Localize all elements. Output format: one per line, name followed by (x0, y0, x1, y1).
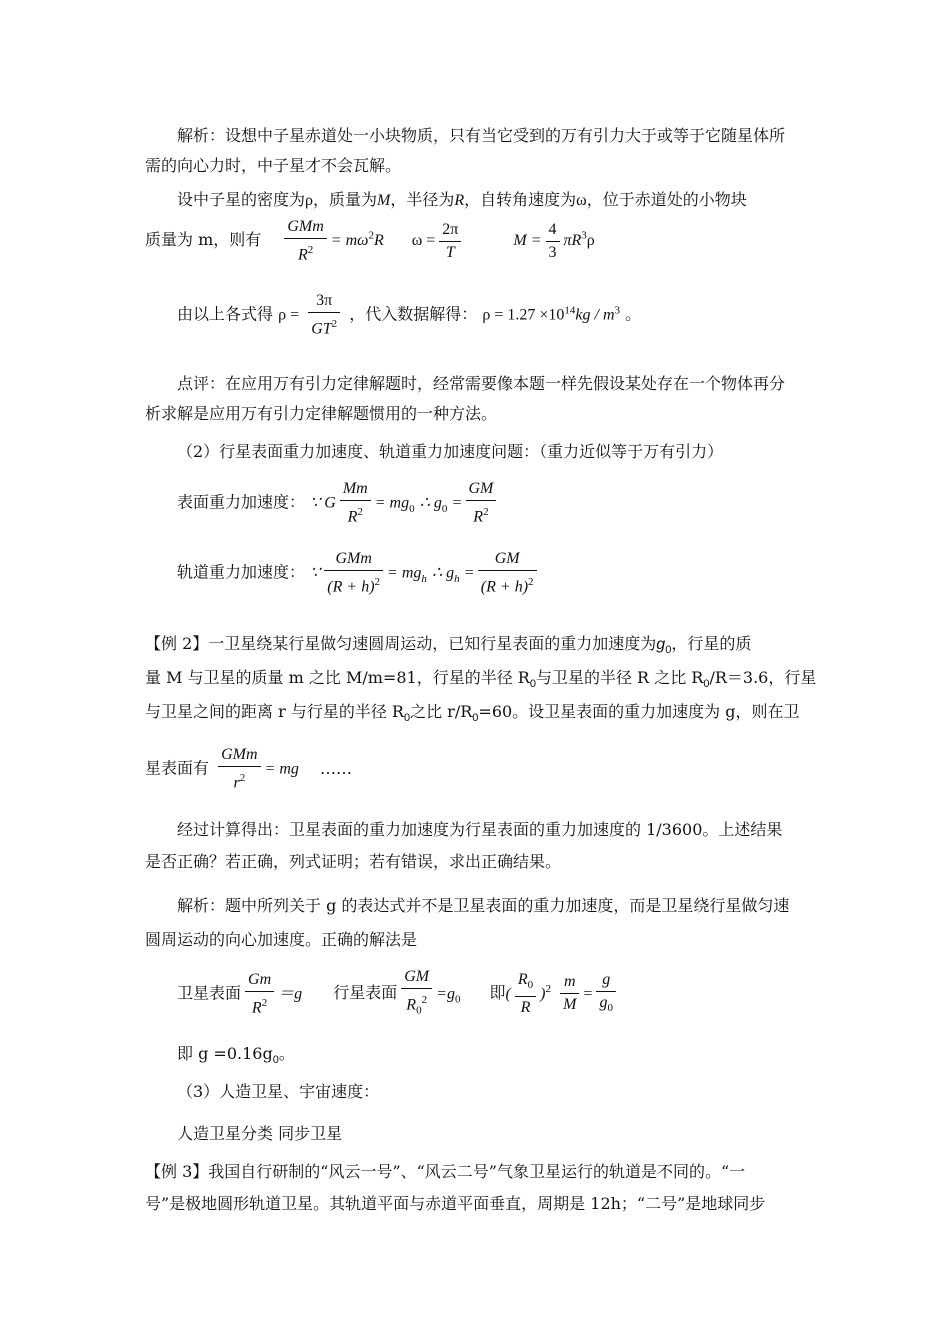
paragraph-comment: 点评：在应用万有引力定律解题时，经常需要像本题一样先假设某处存在一个物体再分 (177, 374, 786, 393)
paragraph-analysis-2-cont: 圆周运动的向心加速度。正确的解法是 (145, 930, 418, 949)
paragraph-analysis-1: 解析：设想中子星赤道处一小块物质，只有当它受到的万有引力大于或等于它随星体所 (177, 126, 786, 145)
paragraph-analysis-1-cont: 需的向心力时，中子星才不会瓦解。 (145, 156, 402, 175)
equation-density-result: 由以上各式得 ρ = $\frac{3\pi}{GT^2}$ ，代入数据解得： $\rho = 1.27 \times 10^{14}kg / m^3$ 。 (177, 292, 642, 338)
paragraph-claim: 经过计算得出：卫星表面的重力加速度为行星表面的重力加速度的 1/3600。上述结果 (177, 820, 783, 839)
section-heading-2: （2）行星表面重力加速度、轨道重力加速度问题：（重力近似等于万有引力） (177, 442, 724, 461)
example-3-line-1: 【例 3】我国自行研制的“风云一号”、“风云二号”气象卫星运行的轨道是不同的。“一 (145, 1162, 746, 1181)
paragraph-result: 即 $g =0.16g_0$。 (177, 1044, 295, 1067)
paragraph-satellite-types: 人造卫星分类 同步卫星 (177, 1124, 343, 1143)
equation-correct-solution: 卫星表面 $\frac{Gm}{R^2}$ ＝g 行星表面 $\frac{GM}{R_0^2}$ $=g_0$ 即( $\frac{R_0}{R}$ )$^2$ $\frac{m}{M}$ = $\frac{g}{g_0}$ (177, 966, 620, 1022)
equation-orbital-gravity: 轨道重力加速度： ∵ $\frac{\text{GMm}}{(R + h)^2}$ = $mg_h$ ∴ $g_h$ = $\frac{GM}{(R + h)^2}$ (177, 548, 541, 598)
paragraph-assumption: 设中子星的密度为ρ，质量为M，半径为R，自转角速度为ω，位于赤道处的小物块 (177, 190, 747, 209)
equation-gravity-centripetal: $\frac{\text{GMm}}{R^2}$ = $m\omega^2R$ (280, 232, 387, 249)
equation-omega: ω = $\frac{2\pi}{T}$ (412, 232, 470, 249)
example-3-line-2: 号”是极地圆形轨道卫星。其轨道平面与赤道平面垂直，周期是 12h；“二号”是地球同步 (145, 1194, 766, 1213)
equation-surface-gravity: 表面重力加速度： ∵ G $\frac{Mm}{R^2}$ = $mg_0$ ∴ $g_0$ = $\frac{GM}{R^2}$ (177, 478, 500, 528)
equation-line-1: 质量为 m，则有 $\frac{\text{GMm}}{R^2}$ = $m\omega^2R$ ω = $\frac{2\pi}{T}$ M = $\frac{4}{3}$ $\pi R^3\rho$ (145, 218, 595, 264)
example-2-line-4: 星表面有 $\frac{\text{GMm}}{r^2}$ = mg …… (145, 746, 352, 792)
paragraph-analysis-2: 解析：题中所列关于 g 的表达式并不是卫星表面的重力加速度，而是卫星绕行星做匀速 (177, 896, 790, 915)
equation-mass: M = $\frac{4}{3}$ $\pi R^3\rho$ (513, 220, 595, 261)
paragraph-comment-cont: 析求解是应用万有引力定律解题惯用的一种方法。 (145, 404, 498, 423)
section-heading-3: （3）人造卫星、宇宙速度： (177, 1082, 380, 1101)
paragraph-claim-cont: 是否正确？若正确，列式证明；若有错误，求出正确结果。 (145, 852, 562, 871)
example-2-line-2: 量 M 与卫星的质量 m 之比 M/m=81，行星的半径 $R_0$与卫星的半径 R 之比 $R_0/R=3.6$，行星 (145, 668, 817, 691)
example-2-line-1: 【例 2】一卫星绕某行星做匀速圆周运动，已知行星表面的重力加速度为$g_0$，行星的质 (145, 634, 752, 657)
example-2-line-3: 与卫星之间的距离 r 与行星的半径 $R_0$之比 $r/R_0=60$。设卫星表面的重力加速度为 g，则在卫 (145, 702, 800, 725)
